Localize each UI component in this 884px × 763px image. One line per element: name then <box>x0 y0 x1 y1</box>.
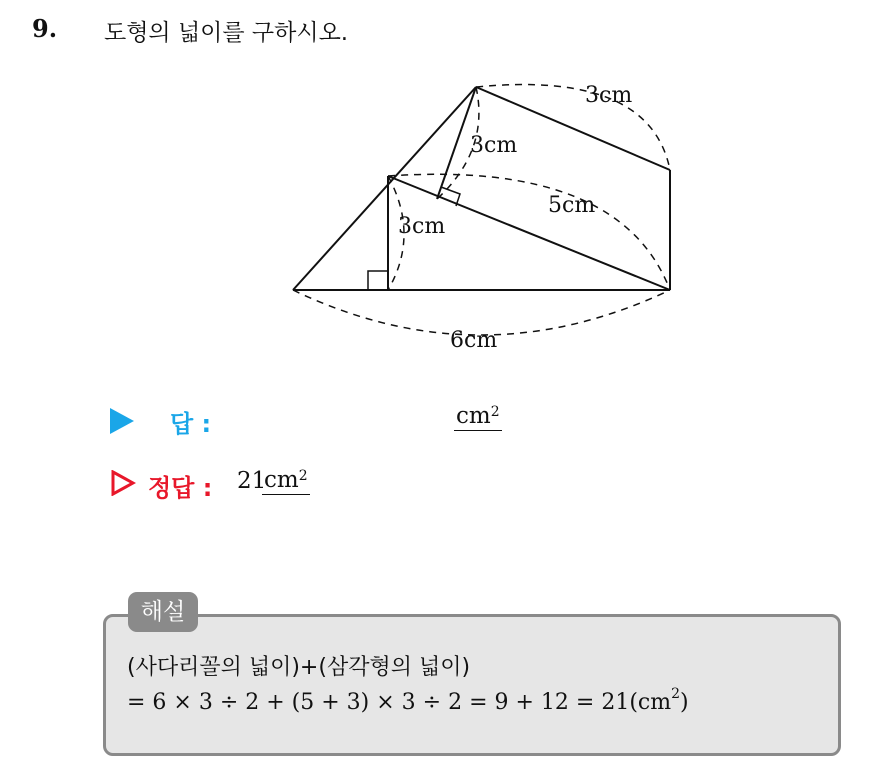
answer-row <box>110 402 610 442</box>
solution-line-2-text: = 6 × 3 ÷ 2 + (5 + 3) × 3 ÷ 2 = 9 + 12 = 21(cm <box>127 690 672 715</box>
solution-line-2-power: 2 <box>671 686 681 702</box>
label-diagonal: 5cm <box>548 193 596 218</box>
label-left-height: 3cm <box>398 214 446 239</box>
right-angle-mark-bottom <box>368 271 388 290</box>
answer-unit-text: cm <box>456 403 491 429</box>
question-text: 도형의 넓이를 구하시오. <box>104 20 349 46</box>
label-upper-height: 3cm <box>470 133 518 158</box>
label-top-width: 3cm <box>585 83 633 108</box>
label-base: 6cm <box>450 328 498 353</box>
solution-line-2-end: ) <box>680 690 689 715</box>
correct-unit-text: cm <box>264 467 299 493</box>
geometry-figure <box>270 70 690 360</box>
solution-tag: 해설 <box>128 592 198 632</box>
edge-left-slant <box>293 87 476 290</box>
outline-triangle-icon <box>110 470 136 496</box>
correct-unit <box>262 466 310 495</box>
correct-value: 21 <box>237 468 267 494</box>
correct-answer-row <box>110 466 610 506</box>
play-triangle-icon <box>110 408 134 434</box>
solution-line-1: (사다리꼴의 넓이)+(삼각형의 넓이) <box>127 655 471 680</box>
solution-box <box>103 614 841 756</box>
right-angle-mark-diagonal <box>441 187 460 206</box>
question-number: 9. <box>32 14 58 43</box>
correct-label: 정답 : <box>148 474 213 502</box>
solution-line-2 <box>127 686 689 715</box>
answer-unit-power: 2 <box>490 404 500 420</box>
correct-unit-power: 2 <box>298 468 308 484</box>
answer-label: 답 : <box>170 410 212 438</box>
answer-unit <box>454 402 502 431</box>
